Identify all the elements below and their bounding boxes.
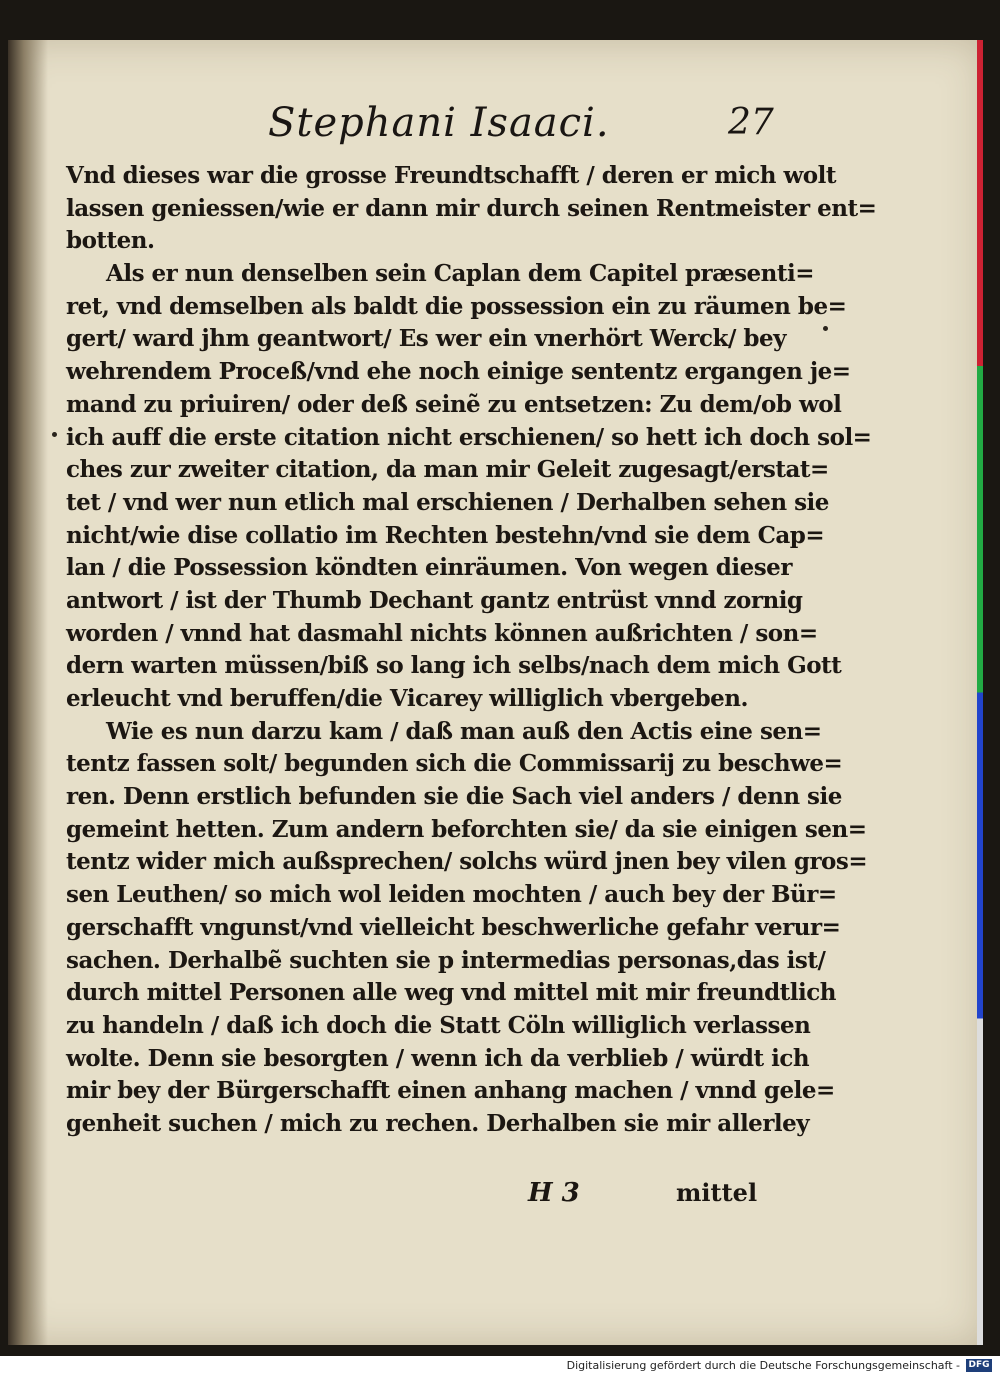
- page-header: [8, 100, 983, 150]
- text-line: Wie es nun darzu kam / daß man auß den Actis eine sen=: [106, 717, 822, 745]
- text-line: mir bey der Bürgerschafft einen anhang machen / vnnd gele=: [66, 1077, 835, 1105]
- page-gutter-shadow: [8, 40, 48, 1345]
- text-line: wehrendem Proceß/vnd ehe noch einige sententz ergangen je=: [66, 358, 851, 386]
- text-line: ren. Denn erstlich befunden sie die Sach viel anders / denn sie: [66, 783, 842, 811]
- text-line: lassen geniessen/wie er dann mir durch seinen Rentmeister ent=: [66, 194, 877, 222]
- text-line: gert/ ward jhm geantwort/ Es wer ein vnerhört Werck/ bey: [66, 325, 786, 353]
- text-line: wolte. Denn sie besorgten / wenn ich da verblieb / würdt ich: [66, 1044, 810, 1072]
- text-line: ret, vnd demselben als baldt die possession ein zu räumen be=: [66, 292, 847, 320]
- text-line: gerschafft vngunst/vnd vielleicht beschwerliche gefahr verur=: [66, 913, 841, 941]
- text-line: zu handeln / daß ich doch die Statt Cöln williglich verlassen: [66, 1011, 811, 1039]
- text-line: genheit suchen / mich zu rechen. Derhalben sie mir allerley: [66, 1109, 810, 1137]
- text-line: tentz wider mich außsprechen/ solchs würd jnen bey vilen gros=: [66, 848, 868, 876]
- text-line: antwort / ist der Thumb Dechant gantz entrüst vnnd zornig: [66, 586, 803, 614]
- page-number: 27: [728, 102, 774, 143]
- color-calibration-strip: [977, 40, 983, 1345]
- funding-footer-bar: [0, 1356, 1000, 1376]
- text-line: dern warten müssen/biß so lang ich selbs/nach dem mich Gott: [66, 652, 842, 680]
- text-line: Vnd dieses war die grosse Freundtschafft / deren er mich wolt: [66, 162, 837, 189]
- running-head: Stephani Isaaci.: [268, 100, 610, 146]
- page-footer: [8, 1178, 983, 1214]
- text-line: durch mittel Personen alle weg vnd mittel mit mir freundtlich: [66, 979, 836, 1007]
- text-line: sachen. Derhalbẽ suchten sie p intermedias personas,das ist/: [66, 946, 826, 974]
- ink-speck: [823, 326, 828, 331]
- text-line: tentz fassen solt/ begunden sich die Commissarij zu beschwe=: [66, 750, 843, 778]
- text-line: ich auff die erste citation nicht erschienen/ so hett ich doch sol=: [66, 423, 872, 451]
- text-line: worden / vnnd hat dasmahl nichts können außrichten / son=: [66, 619, 818, 647]
- signature-mark: H 3: [528, 1178, 580, 1208]
- dfg-logo-icon[interactable]: DFG: [966, 1359, 992, 1372]
- text-line: tet / vnd wer nun etlich mal erschienen / Derhalben sehen sie: [66, 488, 829, 516]
- text-line: mand zu priuiren/ oder deß seinẽ zu entsetzen: Zu dem/ob wol: [66, 390, 842, 418]
- book-page: [8, 40, 983, 1345]
- text-line: sen Leuthen/ so mich wol leiden mochten / auch bey der Bür=: [66, 881, 837, 909]
- text-line: botten.: [66, 227, 155, 255]
- ink-speck: [52, 432, 57, 437]
- text-line: gemeint hetten. Zum andern beforchten sie/ da sie einigen sen=: [66, 815, 867, 843]
- text-line: erleucht vnd beruffen/die Vicarey williglich vbergeben.: [66, 685, 749, 712]
- text-line: ches zur zweiter citation, da man mir Geleit zugesagt/erstat=: [66, 456, 829, 484]
- catchword: mittel: [676, 1178, 758, 1207]
- text-line: nicht/wie dise collatio im Rechten bestehn/vnd sie dem Cap=: [66, 521, 825, 549]
- text-line: Als er nun denselben sein Caplan dem Capitel præsenti=: [106, 260, 815, 288]
- body-text: [66, 160, 877, 1141]
- funding-credit: Digitalisierung gefördert durch die Deutsche Forschungsgemeinschaft -: [566, 1359, 960, 1372]
- text-line: lan / die Possession köndten einräumen. Von wegen dieser: [66, 554, 792, 582]
